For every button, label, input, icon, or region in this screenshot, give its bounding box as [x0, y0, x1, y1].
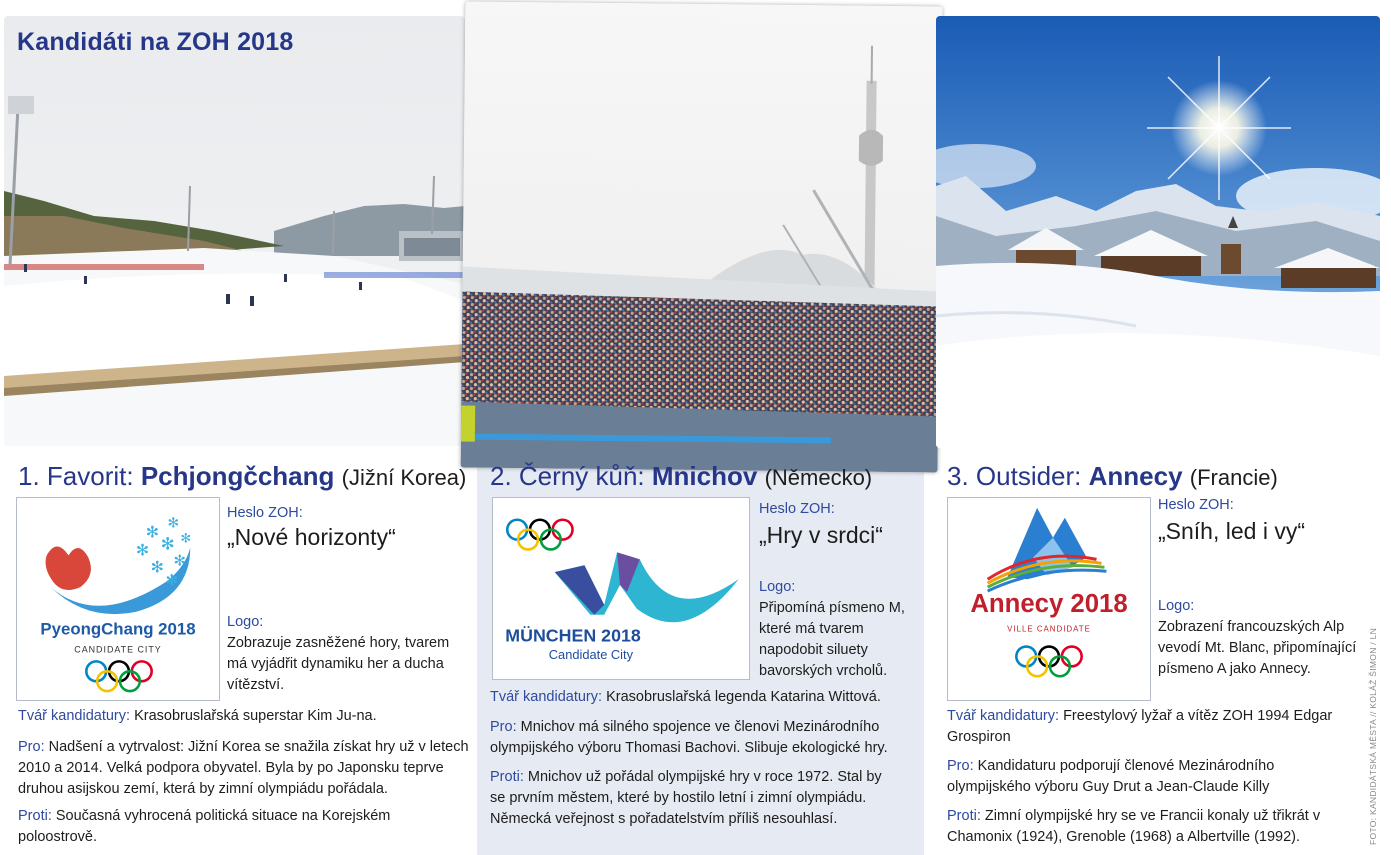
- logo-main-text: PyeongChang 2018: [40, 619, 196, 639]
- motto-label: Heslo ZOH:: [759, 501, 835, 517]
- annecy-snow-village-photo: [936, 16, 1380, 448]
- rank-label: 2. Černý kůň:: [490, 461, 645, 491]
- motto-pyeongchang: „Nové horizonty“: [227, 524, 396, 550]
- con-munich: [490, 767, 890, 830]
- face-label: Tvář kandidatury:: [490, 689, 603, 705]
- con-text: Současná vyhrocená politická situace na Korejském poloostrově.: [18, 808, 391, 845]
- face-label: Tvář kandidatury:: [18, 708, 131, 724]
- munich-logo: [492, 497, 750, 680]
- motto-munich: „Hry v srdci“: [759, 522, 883, 548]
- candidate-title-pyeongchang: [18, 461, 466, 492]
- rank-label: 3. Outsider:: [947, 461, 1082, 491]
- pro-label: Pro:: [947, 758, 974, 774]
- pro-text: Kandidaturu podporují členové Mezinárodního olympijského výboru Guy Drut a Jean-Claude Killy: [947, 758, 1275, 795]
- pro-text: Mnichov má silného spojence ve členovi Mezinárodního olympijského výboru Thomasi Bachovi. Slibuje ekologické hry.: [490, 719, 888, 756]
- logo-label: Logo:: [759, 579, 796, 595]
- svg-text:✻: ✻: [135, 540, 150, 560]
- con-label: Proti:: [947, 808, 981, 824]
- con-text: Mnichov už pořádal olympijské hry v roce 1972. Stal by se prvním městem, které by hostilo letní i zimní olympiádu. Německá veřejnost s pořadatelstvím příliš nesouhlasí.: [490, 769, 882, 827]
- motto-label: Heslo ZOH:: [227, 505, 303, 521]
- svg-text:✻: ✻: [145, 522, 159, 542]
- candidate-title-munich: [490, 461, 872, 492]
- face-text: Krasobruslařská legenda Katarina Wittová.: [606, 689, 881, 705]
- photo-credit: FOTO: KANDIDÁTSKÁ MĚSTA // KOLÁŽ ŠIMON / LN: [1368, 627, 1378, 845]
- svg-text:✻: ✻: [150, 557, 164, 577]
- svg-text:✻: ✻: [160, 533, 175, 554]
- annecy-logo: [947, 497, 1151, 701]
- country-name: (Francie): [1189, 465, 1278, 490]
- logo-description-pyeongchang: Zobrazuje zasněžené hory, tvarem má vyjádřit dynamiku her a ducha vítězství.: [227, 635, 450, 693]
- pyeongchang-stadium-photo: [4, 16, 465, 446]
- con-annecy: [947, 806, 1347, 848]
- pro-label: Pro:: [490, 719, 517, 735]
- motto-label: Heslo ZOH:: [1158, 497, 1234, 513]
- con-text: Zimní olympijské hry se ve Francii konaly už třikrát v Chamonix (1924), Grenoble (1968) a Albertville (1992).: [947, 808, 1321, 845]
- city-name: Mnichov: [651, 461, 758, 491]
- candidate-title-annecy: [947, 461, 1278, 492]
- svg-text:✻: ✻: [165, 571, 178, 590]
- country-name: (Německo): [764, 465, 873, 490]
- logo-label: Logo:: [227, 614, 264, 630]
- city-name: Pchjongčchang: [140, 461, 335, 491]
- face-text: Krasobruslařská superstar Kim Ju-na.: [134, 708, 377, 724]
- con-pyeongchang: [18, 806, 470, 848]
- svg-text:✻: ✻: [167, 515, 180, 532]
- pro-munich: [490, 717, 920, 759]
- munich-crowd-photo: [461, 2, 943, 473]
- face-pyeongchang: [18, 706, 470, 727]
- con-label: Proti:: [18, 808, 52, 824]
- logo-label: Logo:: [1158, 598, 1195, 614]
- svg-text:✻: ✻: [180, 531, 192, 547]
- rank-label: 1. Favorit:: [18, 461, 134, 491]
- pro-pyeongchang: [18, 737, 470, 800]
- face-label: Tvář kandidatury:: [947, 708, 1060, 724]
- pro-annecy: [947, 756, 1347, 798]
- face-annecy: [947, 706, 1347, 748]
- motto-annecy: „Sníh, led i vy“: [1158, 518, 1305, 544]
- pro-text: Nadšení a vytrvalost: Jižní Korea se snažila získat hry už v letech 2010 a 2014. Velká podpora obyvatel. Byla by po Japonsku teprve druhou asijskou zemí, která by zimní olympiádu pořádala.: [18, 739, 469, 797]
- svg-text:✻: ✻: [173, 551, 186, 570]
- face-munich: [490, 687, 920, 708]
- logo-sub-text: CANDIDATE CITY: [74, 644, 162, 655]
- logo-description-annecy: Zobrazení francouzských Alp vevodí Mt. Blanc, připomínající písmeno A jako Annecy.: [1158, 619, 1357, 677]
- pyeongchang-logo: [16, 497, 220, 701]
- logo-description-munich: Připomíná písmeno M, které má tvarem napodobit siluety bavorských vrcholů.: [759, 600, 905, 679]
- page-title: Kandidáti na ZOH 2018: [17, 28, 294, 56]
- logo-main-text: Annecy 2018: [970, 589, 1128, 618]
- con-label: Proti:: [490, 769, 524, 785]
- country-name: (Jižní Korea): [341, 465, 467, 490]
- logo-sub-text: VILLE CANDIDATE: [1007, 624, 1091, 634]
- face-text: Freestylový lyžař a vítěz ZOH 1994 Edgar Grospiron: [947, 708, 1333, 745]
- city-name: Annecy: [1088, 461, 1183, 491]
- pro-label: Pro:: [18, 739, 45, 755]
- logo-main-text: MÜNCHEN 2018: [505, 625, 641, 646]
- logo-sub-text: Candidate City: [548, 647, 634, 663]
